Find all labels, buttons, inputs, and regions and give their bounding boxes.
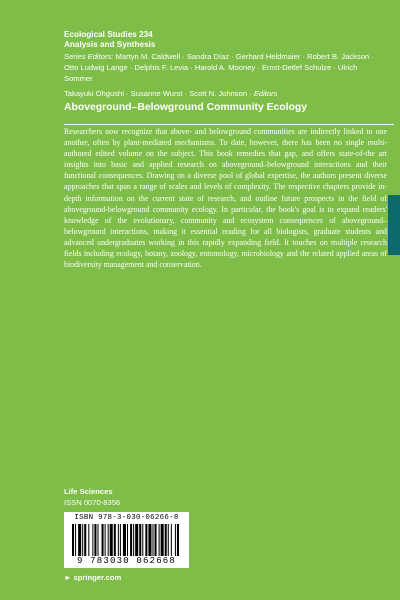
- barcode-panel: [64, 512, 189, 568]
- barcode-bar: [110, 524, 113, 556]
- barcode-bar: [135, 524, 138, 556]
- barcode-bar: [94, 524, 96, 556]
- barcode-bar: [139, 524, 141, 556]
- barcode-bar: [97, 524, 98, 556]
- volume-editors-label: · Editors: [249, 89, 278, 98]
- barcode-bar: [152, 524, 153, 556]
- barcode-bar: [123, 524, 126, 556]
- book-title: Aboveground–Belowground Community Ecology: [64, 102, 308, 113]
- barcode-bar: [105, 524, 106, 556]
- title-rule: [64, 124, 394, 125]
- arrow-icon: ►: [64, 573, 72, 582]
- barcode-bars: [72, 524, 181, 556]
- series-title: Ecological Studies 234: [64, 30, 153, 39]
- issn-number: ISSN 0070-8356: [64, 498, 121, 507]
- publisher-link[interactable]: [64, 573, 121, 583]
- cover-header: [64, 30, 384, 114]
- barcode-bar: [159, 524, 160, 556]
- barcode-bar: [142, 524, 143, 556]
- barcode-bar: [92, 524, 93, 556]
- subject-category: Life Sciences: [64, 487, 113, 496]
- series-editors-label: Series Editors:: [64, 52, 114, 61]
- barcode-bar: [148, 524, 151, 556]
- barcode-bar: [118, 524, 119, 556]
- series-editors-names: Martyn M. Caldwell · Sandra Díaz · Gerhard Heldmaier · Robert B. Jackson · Otto Ludwig Lange · Delphis F. Levia · Harold A. Mooney · Ernst-Detlef Schulze · Ulrich Sommer: [64, 52, 374, 83]
- edge-tab: [388, 195, 400, 255]
- barcode-bar: [82, 524, 83, 556]
- barcode-bar: [165, 524, 167, 556]
- barcode-bar: [155, 524, 157, 556]
- barcode-bar: [161, 524, 164, 556]
- barcode-bar: [102, 524, 104, 556]
- volume-editors-names: Takayuki Ohgushi · Susanne Wurst · Scott N. Johnson: [64, 89, 248, 98]
- barcode-bar: [84, 524, 86, 556]
- ean-digits: 9 783030 062668: [76, 556, 176, 566]
- barcode-bar: [78, 524, 81, 556]
- series-subtitle: Analysis and Synthesis: [64, 40, 156, 49]
- barcode-bar: [133, 524, 134, 556]
- publisher-url: springer.com: [73, 573, 122, 582]
- book-description: Researchers now recognize that above- and belowground communities are indirectly linked to one another, often by plant-mediated mechanisms. To date, however, there has been no single multi-authored edited volume on the subject. This book remedies that gap, and offers state-of-the art insights into basic and applied research on aboveground–belowground interactions and their functional consequences. Drawing on a diverse pool of global expertise, the authors present diverse approaches that span a range of scales and levels of complexity. The respective chapters provide in-depth information on the current state of research, and outline future prospects in the field of aboveground-belowground community ecology. In particular, the book's goal is to expand readers' knowledge of the evolutionary, community and ecosystem consequences of aboveground–belowground interactions, making it essential reading for all biologists, graduate students and advanced undergraduates working in this rapidly expanding field. It touches on multiple research fields including ecology, botany, zoology, entomology, microbiology and the related applied areas of biodiversity management and conservation.: [64, 127, 387, 270]
- barcode-bar: [72, 524, 74, 556]
- barcode-bar: [177, 524, 179, 556]
- barcode-bar: [75, 524, 76, 556]
- barcode-bar: [145, 524, 147, 556]
- barcode-bar: [114, 524, 116, 556]
- barcode-bar: [175, 524, 176, 556]
- barcode-bar: [127, 524, 128, 556]
- volume-editors: [64, 89, 384, 99]
- isbn-number: ISBN 978-3-030-06266-8: [74, 514, 179, 522]
- barcode-bar: [108, 524, 109, 556]
- barcode-bar: [168, 524, 169, 556]
- barcode-bar: [130, 524, 132, 556]
- barcode-bar: [88, 524, 89, 556]
- series-editors: [64, 51, 384, 84]
- barcode-bar: [120, 524, 121, 556]
- barcode-bar: [171, 524, 172, 556]
